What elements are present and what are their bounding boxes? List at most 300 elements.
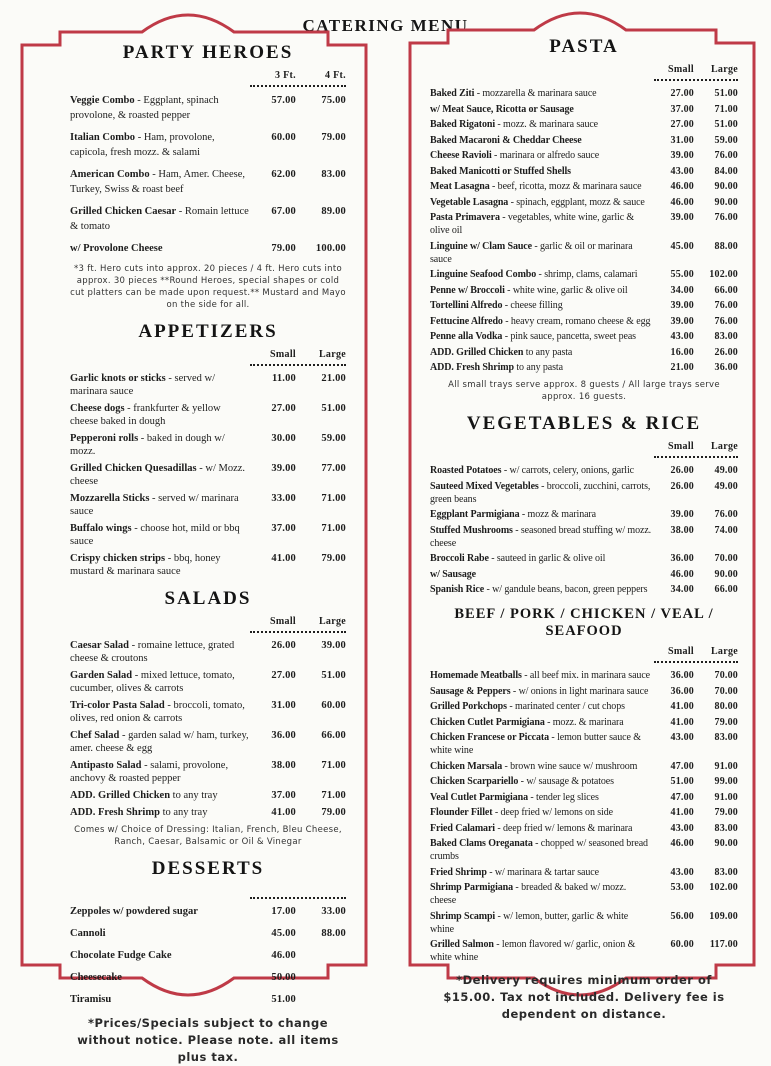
price-large: 59.00 [321, 433, 346, 444]
column-headers [70, 69, 346, 82]
menu-item-separator: - [510, 685, 519, 697]
menu-item [430, 299, 658, 312]
price-small: 41.00 [670, 716, 694, 728]
menu-item-row [70, 759, 346, 785]
menu-item-row [70, 927, 346, 940]
menu-item-row [70, 729, 346, 755]
menu-item-row [430, 165, 738, 178]
menu-item-description: served w/ marinara sauce [70, 493, 239, 517]
menu-items [430, 669, 738, 964]
menu-item-row [430, 480, 738, 506]
left-panel-footer-note: *Prices/Specials subject to change without notice. Please note. all items plus tax. [77, 1016, 339, 1064]
menu-item [70, 806, 256, 819]
menu-item-row [70, 522, 346, 548]
menu-item-name: Baked Manicotti or Stuffed Shells [430, 165, 571, 177]
menu-item-separator: - [521, 670, 530, 681]
menu-item-separator: - [131, 523, 141, 534]
price-small: 34.00 [670, 284, 694, 296]
price-large: 88.00 [321, 928, 346, 939]
section-title: SALADS [164, 588, 252, 609]
price-small: 17.00 [271, 906, 296, 917]
price-large: 79.00 [321, 132, 346, 143]
menu-item-name: Mozzarella Sticks [70, 493, 150, 504]
price-large: 79.00 [714, 807, 738, 818]
page-title: CATERING MENU [302, 16, 469, 36]
price-small: 56.00 [670, 910, 694, 922]
menu-item [430, 180, 658, 193]
menu-item-separator: - [544, 716, 553, 728]
price-small: 26.00 [271, 640, 296, 651]
price-small: 36.00 [670, 670, 694, 681]
menu-item-name: Chicken Marsala [430, 760, 503, 772]
price-large: 49.00 [714, 480, 738, 492]
menu-item [430, 149, 658, 162]
menu-item [70, 130, 256, 160]
menu-item-row [430, 524, 738, 550]
menu-item-description: deep fried w/ lemons & marinara [503, 822, 633, 834]
price-large: 83.00 [714, 732, 738, 743]
menu-items [70, 93, 346, 256]
price-large: 59.00 [714, 134, 738, 146]
price-small: 21.00 [670, 362, 694, 373]
price-small: 11.00 [271, 373, 296, 384]
price-large: 66.00 [321, 730, 346, 741]
price-small: 43.00 [670, 732, 694, 743]
menu-item-description: white wine, garlic & olive oil [512, 284, 628, 296]
menu-item-name: Sausage & Peppers [430, 685, 511, 697]
right-panel-content [430, 34, 738, 1021]
menu-item-separator: - [474, 88, 483, 99]
menu-item [70, 759, 256, 785]
menu-item-description: w/ gandule beans, bacon, green peppers [492, 584, 648, 595]
price-large: 39.00 [321, 640, 346, 651]
menu-item-name: w/ Sausage [430, 568, 476, 580]
menu-item-name: Veal Cutlet Parmigiana [430, 791, 528, 803]
price-small: 39.00 [670, 509, 694, 520]
menu-item-description: brown wine sauce w/ mushroom [510, 760, 638, 772]
menu-item-separator: - [504, 284, 513, 296]
menu-items [70, 372, 346, 578]
price-small: 37.00 [670, 103, 694, 115]
menu-item-separator: - [494, 822, 504, 834]
menu-item-description: mozz. & marinara [552, 716, 624, 728]
price-small: 41.00 [271, 807, 296, 818]
menu-item-name: Garden Salad [70, 670, 133, 681]
menu-item-name: Linguine w/ Clam Sauce [430, 240, 532, 252]
menu-item-separator: - [141, 760, 151, 771]
column-headers [70, 348, 346, 361]
menu-item-separator: - [488, 553, 497, 564]
price-large: 51.00 [714, 88, 738, 99]
menu-item [70, 699, 256, 725]
menu-item-separator: - [508, 196, 517, 208]
menu-item-name: w/ Provolone Cheese [70, 243, 163, 254]
price-small: 47.00 [670, 791, 694, 803]
menu-item-description: cheese filling [510, 300, 563, 311]
menu-item [430, 791, 658, 804]
price-small: 79.00 [271, 243, 296, 254]
menu-item-row [70, 241, 346, 256]
menu-item [430, 268, 658, 281]
menu-item-separator: - [506, 701, 515, 712]
dotted-divider [654, 456, 738, 458]
menu-item-row [430, 731, 738, 757]
menu-item-separator: - [495, 910, 504, 922]
menu-item-separator: - [495, 119, 504, 130]
menu-item-separator: - [513, 882, 522, 893]
menu-item-separator: - [499, 212, 508, 223]
price-large: 91.00 [714, 760, 738, 772]
menu-item-row [70, 905, 346, 918]
price-large: 71.00 [321, 493, 346, 504]
menu-item-separator: - [519, 509, 528, 520]
menu-item-separator: - [129, 640, 138, 651]
dotted-divider [250, 631, 346, 633]
menu-item [70, 167, 256, 197]
menu-item [430, 118, 658, 131]
menu-item [430, 315, 658, 328]
menu-item-row [70, 789, 346, 802]
price-large: 71.00 [321, 523, 346, 534]
menu-item [430, 910, 658, 936]
menu-item [70, 492, 256, 518]
menu-item-description: choose hot, mild or bbq sauce [70, 523, 240, 547]
menu-item-separator: - [536, 269, 545, 280]
menu-item-row [430, 775, 738, 788]
price-large: 102.00 [709, 269, 738, 280]
price-small: 39.00 [670, 315, 694, 327]
price-small: 38.00 [271, 760, 296, 771]
price-large: 66.00 [714, 284, 738, 296]
menu-item-name: Baked Rigatoni [430, 119, 496, 130]
menu-item-name: Penne alla Vodka [430, 331, 503, 342]
menu-item [430, 716, 658, 729]
menu-item-separator: - [502, 300, 511, 311]
menu-item-description: garden salad w/ ham, turkey, amer. cheese & egg [70, 730, 249, 754]
menu-item-row [430, 268, 738, 281]
price-small: 60.00 [271, 132, 296, 143]
price-large: 83.00 [714, 331, 738, 342]
menu-item-name: Roasted Potatoes [430, 465, 502, 476]
column-headers [430, 440, 738, 453]
menu-item-name: Tiramisu [70, 994, 112, 1005]
price-large: 75.00 [321, 95, 346, 106]
menu-item [430, 822, 658, 835]
price-large: 76.00 [714, 300, 738, 311]
dotted-divider [654, 661, 738, 663]
menu-item-name: American Combo [70, 169, 150, 180]
column-label-large: Large [318, 349, 346, 360]
menu-item-separator: - [502, 760, 511, 772]
menu-item [430, 837, 658, 863]
menu-item-separator: - [549, 732, 558, 743]
menu-item-name: Flounder Fillet [430, 807, 493, 818]
menu-item-separator: - [164, 700, 174, 711]
menu-item-row [70, 639, 346, 665]
menu-item-name: Vegetable Lasagna [430, 196, 509, 208]
price-small: 45.00 [670, 240, 694, 252]
menu-item-description: mozz & marinara [527, 509, 596, 520]
menu-item-separator: - [493, 939, 502, 950]
menu-item [430, 284, 658, 297]
section-title: PARTY HEROES [122, 42, 294, 63]
section-title: PASTA [549, 36, 619, 57]
menu-item-separator: - [501, 465, 510, 476]
menu-item-name: Caesar Salad [70, 640, 130, 651]
menu-item-description: seasoned bread stuffing w/ mozz. cheese [430, 524, 652, 549]
price-large: 88.00 [714, 240, 738, 252]
menu-item-name: Chicken Cutlet Parmigiana [430, 716, 545, 728]
menu-item-description: tender leg slices [536, 791, 599, 803]
menu-item-description: w/ Mozz. cheese [70, 463, 246, 487]
section-note: *3 ft. Hero cuts into approx. 20 pieces / 4 ft. Hero cuts into approx. 30 pieces **Round Heroes, special shapes or cold cut platters can be made upon request.** Mustard and Mayo on the side for all. [70, 264, 346, 310]
menu-item-name: Cheesecake [70, 972, 122, 983]
price-small: 60.00 [670, 939, 694, 950]
menu-item-description: beef, ricotta, mozz & marinara sauce [497, 181, 642, 192]
menu-item [70, 204, 256, 234]
menu-item-row [430, 822, 738, 835]
price-small: 51.00 [271, 994, 296, 1005]
price-large: 79.00 [321, 553, 346, 564]
menu-item-row [70, 204, 346, 234]
section-title: BEEF / PORK / CHICKEN / VEAL / SEAFOOD [454, 606, 714, 639]
menu-item-description: heavy cream, romano cheese & egg [510, 315, 651, 327]
section-party-heroes [70, 42, 346, 311]
menu-item-name: ADD. Grilled Chicken [70, 790, 171, 801]
menu-item-separator: - [502, 331, 511, 342]
menu-item-description: salami, provolone, anchovy & roasted pepper [70, 760, 229, 784]
menu-item-description: served w/ marinara sauce [70, 373, 216, 397]
price-small: 27.00 [271, 670, 296, 681]
menu-item-description: to any pasta [516, 362, 563, 373]
menu-item-description: mozzarella & marinara sauce [482, 88, 597, 99]
menu-item-description: deep fried w/ lemons on side [500, 807, 613, 818]
menu-item-description: bbq, honey mustard & marinara sauce [70, 553, 221, 577]
price-small: 41.00 [670, 807, 694, 818]
menu-item [70, 927, 256, 940]
menu-item [430, 938, 658, 964]
price-small: 39.00 [670, 300, 694, 311]
menu-item-row [70, 402, 346, 428]
menu-item-row [430, 361, 738, 374]
menu-item-row [430, 118, 738, 131]
menu-items [430, 464, 738, 596]
price-large: 76.00 [714, 150, 738, 161]
price-small: 26.00 [670, 465, 694, 476]
menu-item-separator: - [124, 403, 134, 414]
menu-item-name: Chocolate Fudge Cake [70, 950, 172, 961]
menu-item-name: Stuffed Mushrooms [430, 524, 513, 536]
menu-item-name: Chicken Scarpariello [430, 776, 519, 787]
menu-item [70, 522, 256, 548]
price-small: 43.00 [670, 822, 694, 834]
menu-item-row [430, 716, 738, 729]
menu-item-row [70, 372, 346, 398]
menu-item [70, 789, 256, 802]
price-large: 79.00 [321, 807, 346, 818]
menu-item-description: lemon butter sauce & white wine [430, 732, 641, 756]
menu-item-name: Grilled Salmon [430, 939, 494, 950]
price-large: 79.00 [714, 716, 738, 728]
menu-items [70, 639, 346, 819]
price-small: 16.00 [670, 346, 694, 358]
menu-item-row [430, 149, 738, 162]
menu-item-name: Pepperoni rolls [70, 433, 139, 444]
menu-item-description: spinach, eggplant, mozz & sauce [516, 196, 645, 208]
menu-item-row [430, 211, 738, 237]
price-large: 83.00 [714, 822, 738, 834]
section-salads [70, 588, 346, 848]
menu-item-row [430, 568, 738, 581]
price-small: 62.00 [271, 169, 296, 180]
menu-item-description: lemon flavored w/ garlic, onion & white whine [430, 939, 636, 963]
price-large: 60.00 [321, 700, 346, 711]
menu-item-name: ADD. Grilled Chicken [430, 346, 524, 358]
menu-item [430, 508, 658, 521]
price-small: 27.00 [271, 403, 296, 414]
menu-item-row [430, 669, 738, 682]
section-appetizers [70, 321, 346, 578]
menu-item-row [430, 791, 738, 804]
menu-item-row [430, 552, 738, 565]
menu-item [70, 372, 256, 398]
price-large: 90.00 [714, 196, 738, 208]
menu-item [70, 993, 256, 1006]
menu-item-row [430, 760, 738, 773]
price-small: 43.00 [670, 165, 694, 177]
column-label-small: Small [668, 64, 694, 75]
menu-item [430, 346, 658, 359]
menu-item [430, 568, 658, 581]
menu-item-description: chopped w/ seasoned bread crumbs [430, 838, 648, 862]
menu-item-name: Fried Calamari [430, 822, 495, 834]
price-small: 27.00 [670, 119, 694, 130]
menu-item-name: Baked Ziti [430, 88, 475, 99]
menu-item-description: pink sauce, pancetta, sweet peas [510, 331, 636, 342]
menu-item-name: Veggie Combo [70, 95, 135, 106]
price-large: 76.00 [714, 509, 738, 520]
price-large: 100.00 [315, 243, 346, 254]
price-small: 37.00 [271, 790, 296, 801]
menu-item-name: Italian Combo [70, 132, 136, 143]
menu-item-row [430, 866, 738, 879]
menu-items [70, 905, 346, 1006]
dotted-divider [654, 79, 738, 81]
price-small: 43.00 [670, 331, 694, 342]
menu-item [430, 700, 658, 713]
menu-item [430, 775, 658, 788]
price-large: 109.00 [709, 910, 738, 922]
menu-item-row [430, 330, 738, 343]
price-large: 71.00 [714, 103, 738, 115]
column-headers [70, 615, 346, 628]
price-large: 21.00 [321, 373, 346, 384]
column-label-large: Large [318, 616, 346, 627]
price-large: 90.00 [714, 838, 738, 849]
menu-item-description: mixed lettuce, tomato, cucumber, olives & carrots [70, 670, 235, 694]
menu-item-row [70, 669, 346, 695]
menu-item-separator: - [165, 373, 175, 384]
menu-item [70, 402, 256, 428]
price-small: 57.00 [271, 95, 296, 106]
menu-item [70, 729, 256, 755]
menu-item-row [430, 87, 738, 100]
menu-item-separator: - [484, 584, 493, 595]
menu-item-row [70, 167, 346, 197]
menu-item [430, 240, 658, 266]
price-small: 46.00 [670, 568, 694, 580]
menu-item-name: Cheese dogs [70, 403, 125, 414]
price-large: 77.00 [321, 463, 346, 474]
menu-item-row [430, 583, 738, 596]
menu-item [70, 432, 256, 458]
menu-item-separator: - [502, 315, 511, 327]
menu-item [430, 330, 658, 343]
menu-item-name: Homemade Meatballs [430, 670, 522, 681]
price-large: 36.00 [714, 362, 738, 373]
menu-item-row [430, 464, 738, 477]
menu-item-row [70, 462, 346, 488]
menu-item-description: broccoli, tomato, olives, red onion & carrots [70, 700, 245, 724]
section-title: DESSERTS [151, 858, 265, 879]
menu-item [430, 552, 658, 565]
price-large: 91.00 [714, 791, 738, 803]
price-small: 53.00 [670, 882, 694, 893]
menu-item-name: Baked Clams Oreganata [430, 838, 533, 849]
price-small: 30.00 [271, 433, 296, 444]
dotted-divider [250, 85, 346, 87]
price-small: 41.00 [670, 701, 694, 712]
menu-item [430, 685, 658, 698]
column-label-small: Small [270, 349, 296, 360]
menu-item [430, 760, 658, 773]
right-menu-panel [408, 10, 756, 1021]
price-small: 36.00 [670, 553, 694, 564]
menu-item-name: Buffalo wings [70, 523, 132, 534]
price-small: 55.00 [670, 269, 694, 280]
menu-item-separator: - [492, 807, 501, 818]
price-small: 51.00 [670, 776, 694, 787]
price-large: 49.00 [714, 465, 738, 476]
menu-item [430, 480, 658, 506]
price-small: 45.00 [271, 928, 296, 939]
section-title: APPETIZERS [138, 321, 278, 342]
menu-item-row [430, 346, 738, 359]
dotted-divider [250, 897, 346, 899]
menu-item-name: Shrimp Scampi [430, 910, 496, 922]
menu-item-description: w/ onions in light marinara sauce [518, 685, 649, 697]
price-small: 37.00 [271, 523, 296, 534]
price-small: 46.00 [670, 181, 694, 192]
menu-item-name: Tortellini Alfredo [430, 300, 503, 311]
price-large: 33.00 [321, 906, 346, 917]
menu-item-name: Chef Salad [70, 730, 120, 741]
menu-item-name: Crispy chicken strips [70, 553, 166, 564]
price-large: 70.00 [714, 670, 738, 681]
menu-item-separator: - [119, 730, 129, 741]
price-small: 47.00 [670, 760, 694, 772]
menu-item-separator: - [491, 150, 500, 161]
menu-item-separator: - [531, 240, 541, 252]
menu-item-separator: - [489, 181, 498, 192]
menu-items [430, 87, 738, 374]
price-large: 80.00 [714, 701, 738, 712]
menu-item-separator: - [149, 493, 159, 504]
price-small: 26.00 [670, 480, 694, 492]
column-label-small: Small [668, 441, 694, 452]
price-large: 26.00 [714, 346, 738, 358]
menu-item-description: garlic & oil or marinara sauce [430, 240, 633, 265]
